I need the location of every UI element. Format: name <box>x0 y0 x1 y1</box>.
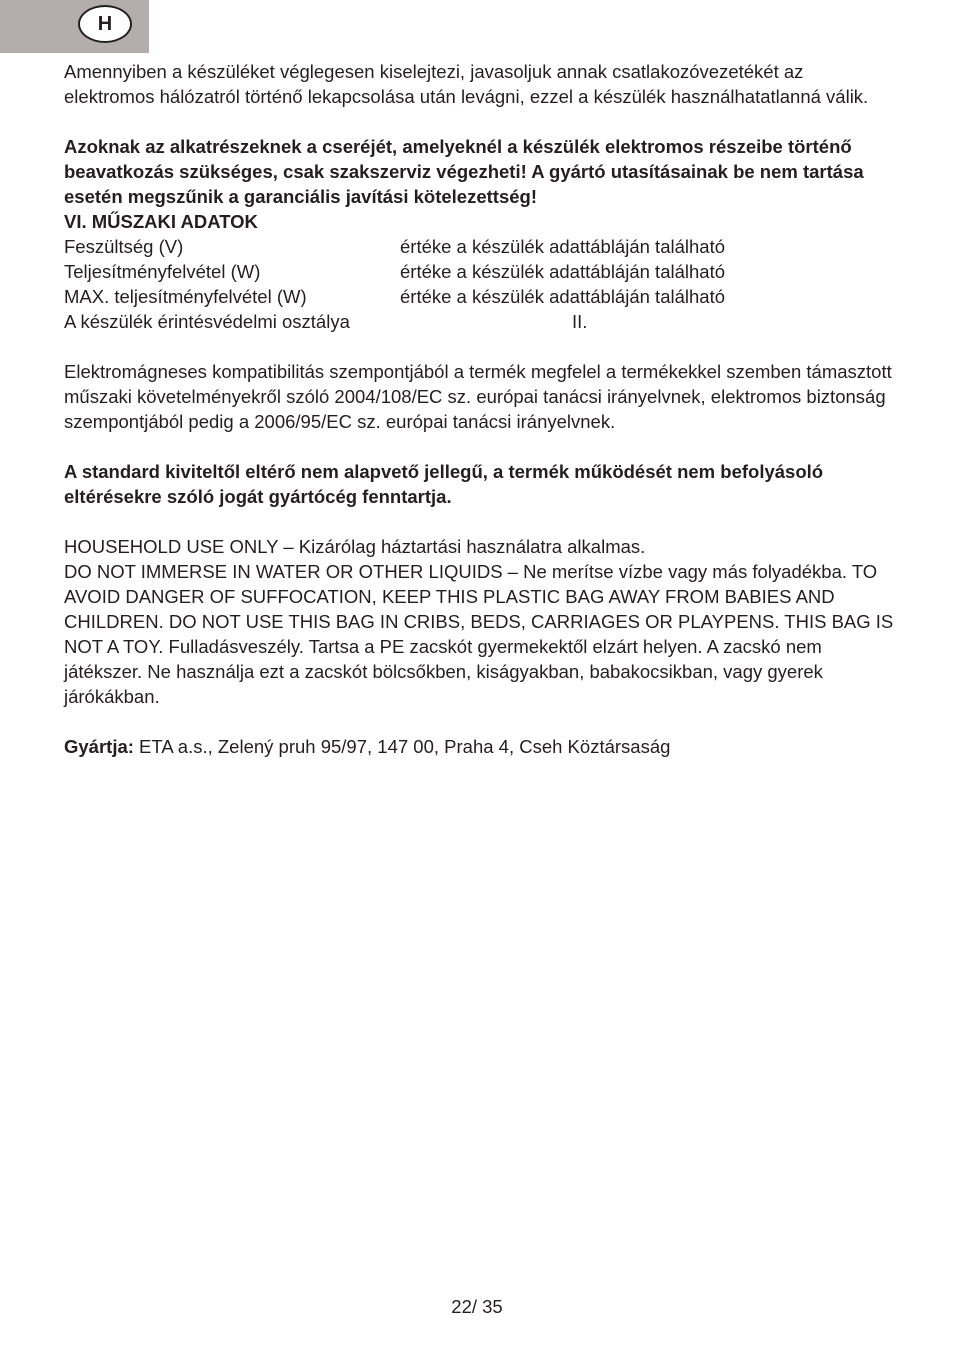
immerse-paragraph: DO NOT IMMERSE IN WATER OR OTHER LIQUIDS – Ne merítse vízbe vagy más folyadékba. TO AVOID DANGER OF SUFFOCATION, KEEP THIS PLASTIC BAG AWAY FROM BABIES AND CHILDREN. DO NOT USE THIS BAG IN CRIBS, BEDS, CARRIAGES OR PLAYPENS. THIS BAG IS NOT A TOY. Fulladásveszély. Tartsa a PE zacskót gyermekektől elzárt helyen. A zacskó nem játékszer. Ne használja ezt a zacskót bölcsőkben, kiságyakban, babakocsikban, vagy gyerek járókákban. <box>64 561 894 707</box>
spec-value: értéke a készülék adattábláján található <box>400 236 725 257</box>
document-body <box>64 59 894 759</box>
spec-row <box>64 259 894 284</box>
emc-paragraph: Elektromágneses kompatibilitás szempontjából a termék megfelel a termékekkel szemben támasztott műszaki követelményekről szóló 2004/108/EC sz. európai tanácsi irányelvnek, elektromos biztonság szempontjából pedig a 2006/95/EC sz. európai tanácsi irányelvnek. <box>64 361 892 432</box>
spec-value: II. <box>572 311 588 332</box>
specs-heading: VI. MŰSZAKI ADATOK <box>64 211 258 232</box>
manufacturer-line <box>64 734 894 759</box>
spec-label: A készülék érintésvédelmi osztálya <box>64 311 350 332</box>
spec-label: Feszültség (V) <box>64 236 184 257</box>
spec-row <box>64 234 894 259</box>
disposal-paragraph: Amennyiben a készüléket véglegesen kiselejtezi, javasoljuk annak csatlakozóvezetékét az elektromos hálózatról történő lekapcsolása után levágni, ezzel a készülék használhatatlanná válik. <box>64 61 869 107</box>
spec-label: Teljesítményfelvétel (W) <box>64 261 261 282</box>
manufacturer-value: ETA a.s., Zelený pruh 95/97, 147 00, Praha 4, Cseh Köztársaság <box>133 736 671 757</box>
manufacturer-label: Gyártja: <box>64 736 134 757</box>
service-warning: Azoknak az alkatrészeknek a cseréjét, amelyeknél a készülék elektromos részeibe történő beavatkozás szükséges, csak szakszerviz végezheti! A gyártó utasításainak be nem tartása esetén megszűnik a garanciális javítási kötelezettség! <box>64 136 864 207</box>
spec-row <box>64 309 894 334</box>
rights-paragraph: A standard kiviteltől eltérő nem alapvető jellegű, a termék működését nem befolyásoló eltérésekre szóló jogát gyártócég fenntartja. <box>64 461 824 507</box>
spec-row <box>64 284 894 309</box>
spec-value: értéke a készülék adattábláján található <box>400 286 725 307</box>
page-current: 22 <box>451 1296 472 1317</box>
page-total: / 35 <box>471 1296 503 1317</box>
page-number <box>0 1294 954 1319</box>
language-tab <box>0 0 149 53</box>
language-badge: H <box>78 5 132 43</box>
spec-value: értéke a készülék adattábláján található <box>400 261 725 282</box>
household-line: HOUSEHOLD USE ONLY – Kizárólag háztartási használatra alkalmas. <box>64 536 646 557</box>
spec-label: MAX. teljesítményfelvétel (W) <box>64 286 307 307</box>
